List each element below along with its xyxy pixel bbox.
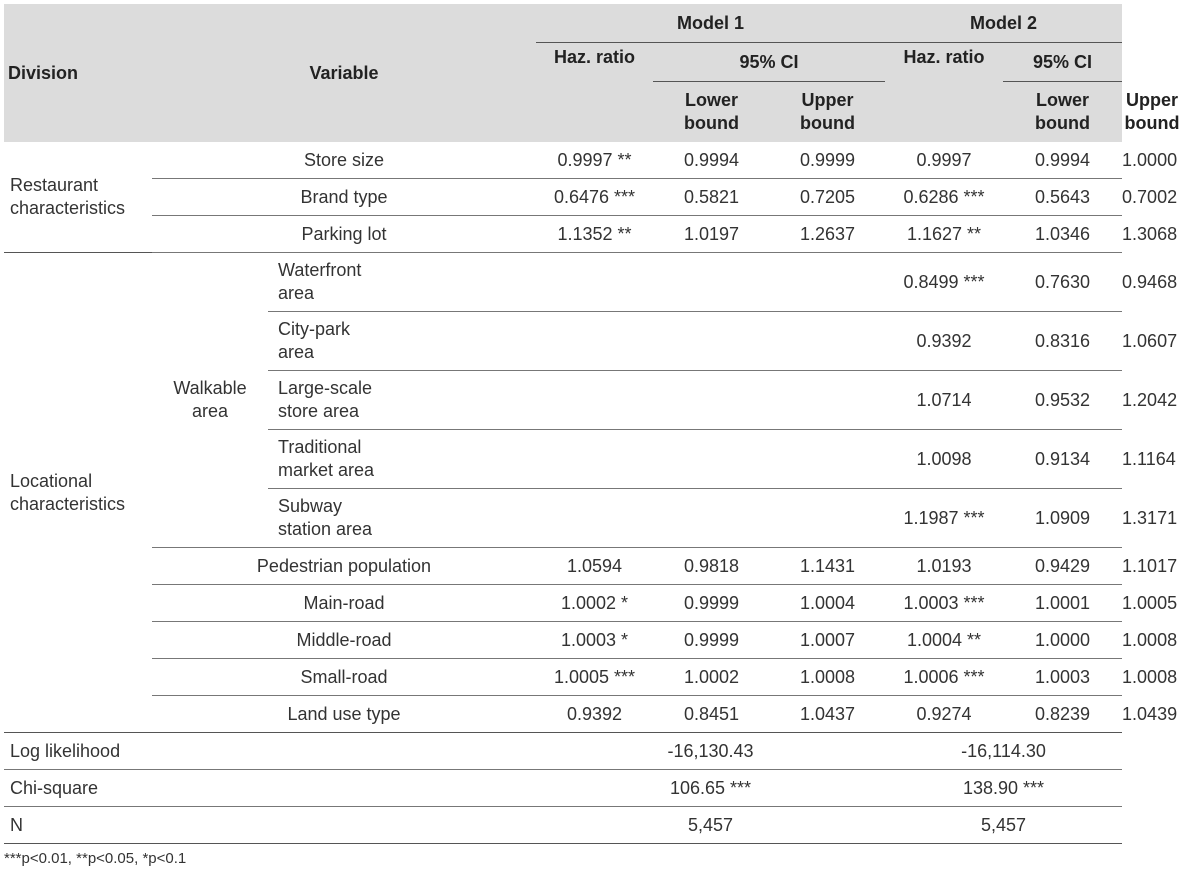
header-m2-haz-ratio: Haz. ratio [885,43,1003,143]
m2-lower: 1.0909 [1003,489,1122,548]
summary-loglik-m2: -16,114.30 [885,733,1122,770]
var-waterfront [268,253,536,312]
var-land-use: Land use type [152,696,536,733]
header-model2: Model 2 [885,4,1122,43]
m1-hr: 1.0002 * [536,585,653,622]
m2-hr: 0.9274 [885,696,1003,733]
m1-upper: 1.2637 [770,216,885,253]
m1-lower: 0.9994 [653,142,770,179]
m2-lower: 0.7630 [1003,253,1122,312]
var-pedestrian: Pedestrian population [152,548,536,585]
m1-upper: 1.0007 [770,622,885,659]
header-model1: Model 1 [536,4,885,43]
m1-upper-empty [770,489,885,548]
m2-lower: 0.5643 [1003,179,1122,216]
m1-hr: 1.0003 * [536,622,653,659]
summary-n-label: N [4,807,536,844]
m1-upper-empty [770,371,885,430]
m2-hr: 1.0193 [885,548,1003,585]
m1-hr: 1.0594 [536,548,653,585]
m1-upper: 0.7205 [770,179,885,216]
group-restaurant-label: Restaurant characteristics [10,175,126,218]
header-m2-lower [1003,82,1122,143]
var-city-park [268,312,536,371]
m2-lower: 0.9429 [1003,548,1122,585]
m1-upper-empty [770,253,885,312]
m2-lower: 0.8316 [1003,312,1122,371]
m1-lower: 0.9999 [653,622,770,659]
regression-table-container [4,4,1180,844]
m1-upper-empty [770,312,885,371]
header-m1-ci: 95% CI [653,43,885,82]
m1-lower: 0.8451 [653,696,770,733]
m2-hr: 1.0714 [885,371,1003,430]
m1-hr: 0.9997 ** [536,142,653,179]
header-m2-lower-label: Lower bound [1035,90,1091,133]
m1-hr: 0.9392 [536,696,653,733]
var-subway-station [268,489,536,548]
group-walkable-label: Walkable area [173,378,247,421]
m2-hr: 0.6286 *** [885,179,1003,216]
summary-loglik-m1: -16,130.43 [536,733,885,770]
m1-hr-empty [536,371,653,430]
m1-hr-empty [536,430,653,489]
var-brand-type: Brand type [152,179,536,216]
var-large-scale-store [268,371,536,430]
summary-n-m2: 5,457 [885,807,1122,844]
m2-hr: 1.0098 [885,430,1003,489]
var-middle-road: Middle-road [152,622,536,659]
m1-upper: 1.1431 [770,548,885,585]
m2-lower: 1.0000 [1003,622,1122,659]
m1-hr-empty [536,253,653,312]
m1-hr: 0.6476 *** [536,179,653,216]
m2-hr: 1.0003 *** [885,585,1003,622]
m1-lower-empty [653,489,770,548]
var-store-size: Store size [152,142,536,179]
header-m1-lower [653,82,770,143]
group-walkable [152,253,268,548]
m2-lower: 1.0346 [1003,216,1122,253]
hazard-ratio-table: Division Variable Model 1 Model 2 Haz. ratio 95% CI Haz. ratio 95% CI Lower bound Upper bound Lower bound Upper bound Restaurant characteristics Store size 0.9997 ** 0.9994 0.9999 0.9997 0.9994 1.0000 Brand type 0.6476 *** 0.5821 0.7205 0.6286 *** 0.5643 0.7002 Parking lot 1.1352 ** 1.0197 1.2637 1.1627 ** 1.0346 1.3068 Locational characteristics Walkable area Waterfront area 0.8499 *** 0.7630 0.9468 City-park area 0.9392 0.8316 1.0607 Large-scale store area 1.0714 0.9532 1.2042 Traditional market area 1.0098 0.9134 1.1164 Subway station area 1.1987 *** 1.0909 1.3171 Pedestrian population 1.0594 0.9818 1.1431 1.0193 0.9429 1.1017 Main-road 1.0002 * 0.9999 1.0004 1.0003 *** 1.0001 1.0005 Middle-road 1.0003 * 0.9999 1.0007 1.0004 ** 1.0000 1.0008 Small-road 1.0005 *** 1.0002 1.0008 1.0006 *** 1.0003 1.0008 Land use type 0.9392 0.8451 1.0437 0.9274 0.8239 1.0439 Log likelihood -16,130.43 -16,114.30 Chi-square 106.65 *** 138.90 *** N 5,457 5,457 [4,4,1122,844]
header-variable: Variable [152,4,536,142]
var-traditional-market-label: Traditional market area [278,437,375,480]
var-large-scale-store-label: Large-scale store area [278,378,373,421]
var-subway-station-label: Subway station area [278,496,373,539]
summary-chisq-m1: 106.65 *** [536,770,885,807]
var-waterfront-label: Waterfront area [278,260,362,303]
m1-lower: 0.5821 [653,179,770,216]
significance-footnote: ***p<0.01, **p<0.05, *p<0.1 [4,850,187,867]
m2-lower: 0.9994 [1003,142,1122,179]
header-m2-upper-label: Upper bound [1124,90,1180,133]
m2-hr: 1.0006 *** [885,659,1003,696]
var-small-road: Small-road [152,659,536,696]
header-m1-upper-label: Upper bound [800,90,855,133]
m1-hr-empty [536,489,653,548]
m1-lower: 1.0197 [653,216,770,253]
var-traditional-market [268,430,536,489]
summary-n-m1: 5,457 [536,807,885,844]
m1-lower: 0.9999 [653,585,770,622]
m2-lower: 1.0003 [1003,659,1122,696]
m1-upper-empty [770,430,885,489]
var-main-road: Main-road [152,585,536,622]
m2-hr: 1.0004 ** [885,622,1003,659]
m2-lower: 0.9532 [1003,371,1122,430]
m2-lower: 0.8239 [1003,696,1122,733]
m2-lower: 1.0001 [1003,585,1122,622]
m1-lower: 1.0002 [653,659,770,696]
m1-lower-empty [653,253,770,312]
summary-chisq-m2: 138.90 *** [885,770,1122,807]
m1-upper: 1.0004 [770,585,885,622]
m2-hr: 1.1627 ** [885,216,1003,253]
group-locational [4,253,152,733]
summary-chisq-label: Chi-square [4,770,536,807]
m1-lower-empty [653,312,770,371]
header-m1-haz-ratio: Haz. ratio [536,43,653,143]
header-m2-ci: 95% CI [1003,43,1122,82]
m2-hr: 0.9392 [885,312,1003,371]
group-restaurant [4,142,152,253]
m1-upper: 0.9999 [770,142,885,179]
m2-hr: 0.8499 *** [885,253,1003,312]
m1-lower: 0.9818 [653,548,770,585]
m2-hr: 0.9997 [885,142,1003,179]
m1-upper: 1.0008 [770,659,885,696]
header-m1-upper [770,82,885,143]
summary-loglik-label: Log likelihood [4,733,536,770]
m1-lower-empty [653,430,770,489]
header-division: Division [4,4,152,142]
header-m1-lower-label: Lower bound [684,90,739,133]
var-parking-lot: Parking lot [152,216,536,253]
m2-hr: 1.1987 *** [885,489,1003,548]
m1-hr: 1.1352 ** [536,216,653,253]
m1-hr-empty [536,312,653,371]
m1-hr: 1.0005 *** [536,659,653,696]
m1-lower-empty [653,371,770,430]
m2-lower: 0.9134 [1003,430,1122,489]
m1-upper: 1.0437 [770,696,885,733]
var-city-park-label: City-park area [278,319,351,362]
group-locational-label: Locational characteristics [10,470,126,514]
